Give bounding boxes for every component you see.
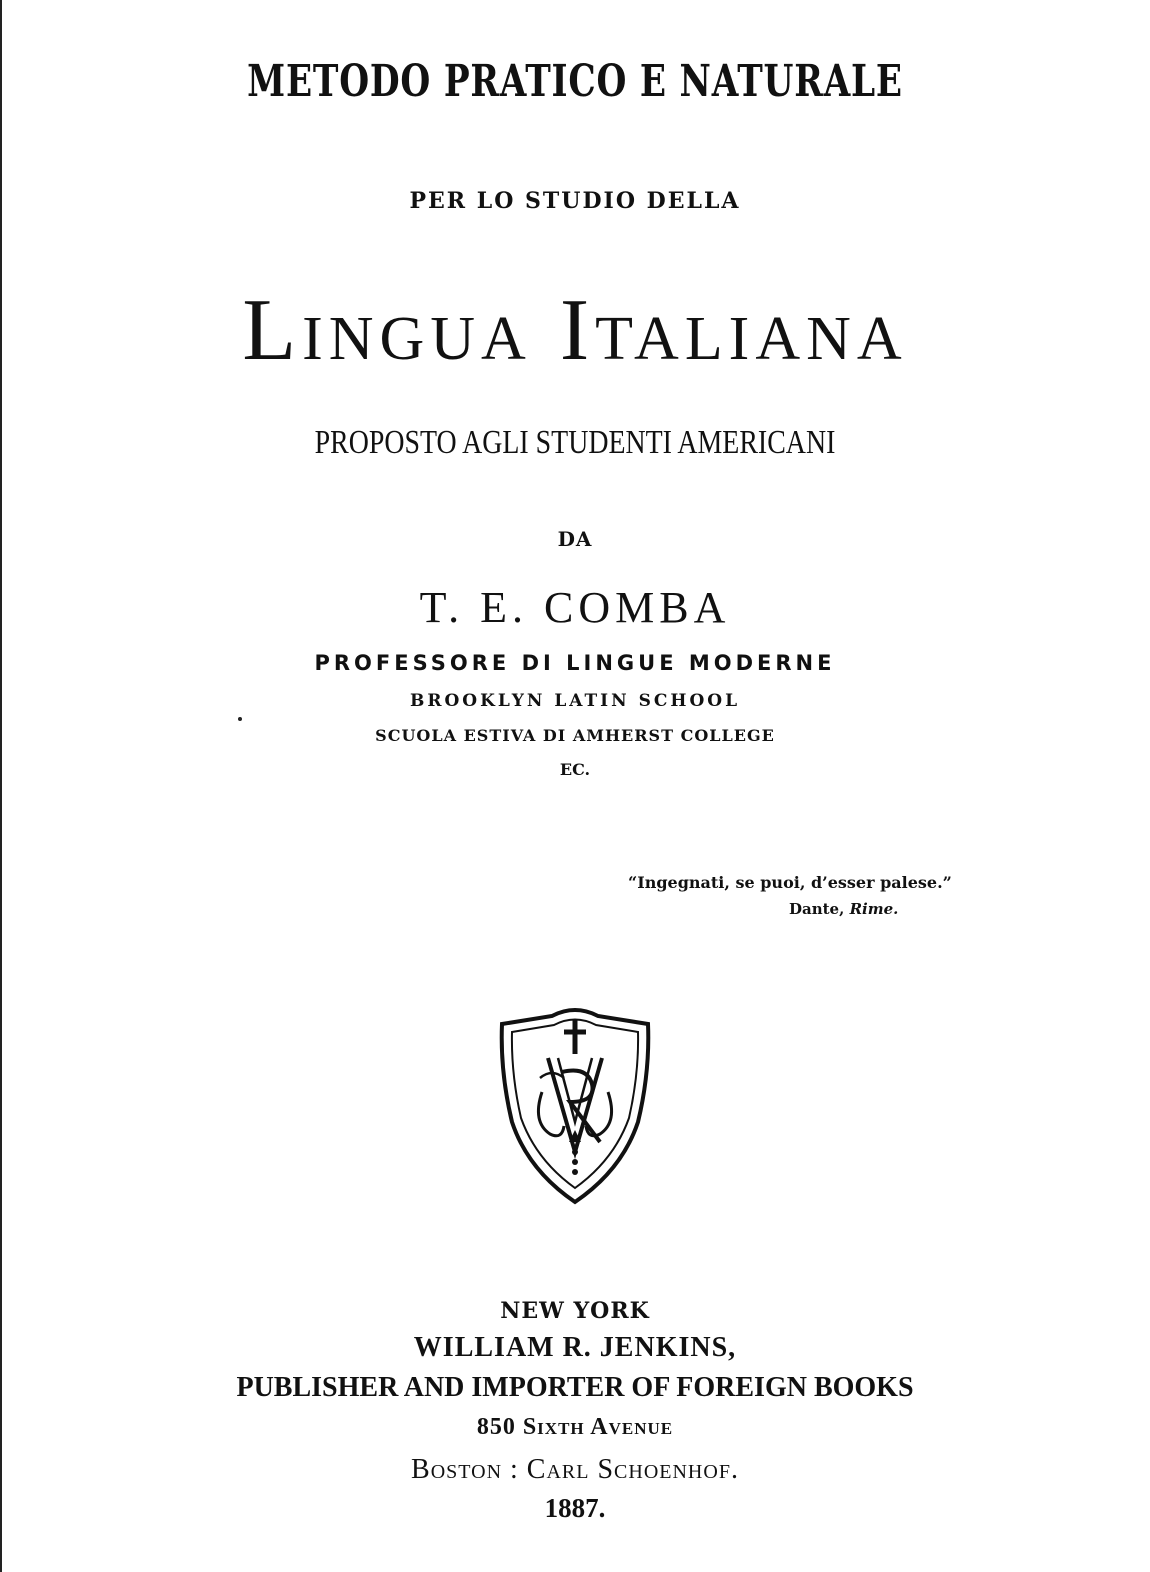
publisher-description: PUBLISHER AND IMPORTER OF FOREIGN BOOKS bbox=[236, 1372, 914, 1403]
publisher-name: WILLIAM R. JENKINS, bbox=[413, 1332, 737, 1363]
author-name: T. E. COMBA bbox=[419, 583, 731, 632]
title-audience: PROPOSTO AGLI STUDENTI AMERICANI bbox=[314, 424, 836, 461]
epigraph-author: Dante, bbox=[789, 900, 845, 918]
title-language: Lingua Italiana bbox=[242, 282, 908, 379]
publisher-city: NEW YORK bbox=[500, 1298, 650, 1324]
publisher-branch: Boston : Carl Schoenhof. bbox=[411, 1454, 739, 1485]
epigraph-quote: “Ingegnati, se puoi, d’esser palese.” bbox=[628, 873, 952, 892]
publisher-address: 850 Sixth Avenue bbox=[476, 1414, 674, 1440]
publisher-emblem-icon bbox=[492, 1002, 658, 1208]
author-credential-college: SCUOLA ESTIVA DI AMHERST COLLEGE bbox=[375, 726, 775, 745]
author-credential-title: PROFESSORE DI LINGUE MODERNE bbox=[314, 651, 836, 675]
publication-year: 1887. bbox=[544, 1493, 606, 1523]
title-subline: PER LO STUDIO DELLA bbox=[409, 188, 741, 214]
epigraph-work: Rime. bbox=[849, 900, 899, 918]
author-credential-etc: EC. bbox=[559, 760, 591, 779]
author-credential-school: BROOKLYN LATIN SCHOOL bbox=[409, 691, 741, 711]
ink-speck bbox=[238, 717, 242, 721]
title-main-line: METODO PRATICO E NATURALE bbox=[247, 56, 903, 107]
author-prefix: DA bbox=[557, 527, 593, 551]
epigraph-attribution bbox=[789, 900, 898, 918]
